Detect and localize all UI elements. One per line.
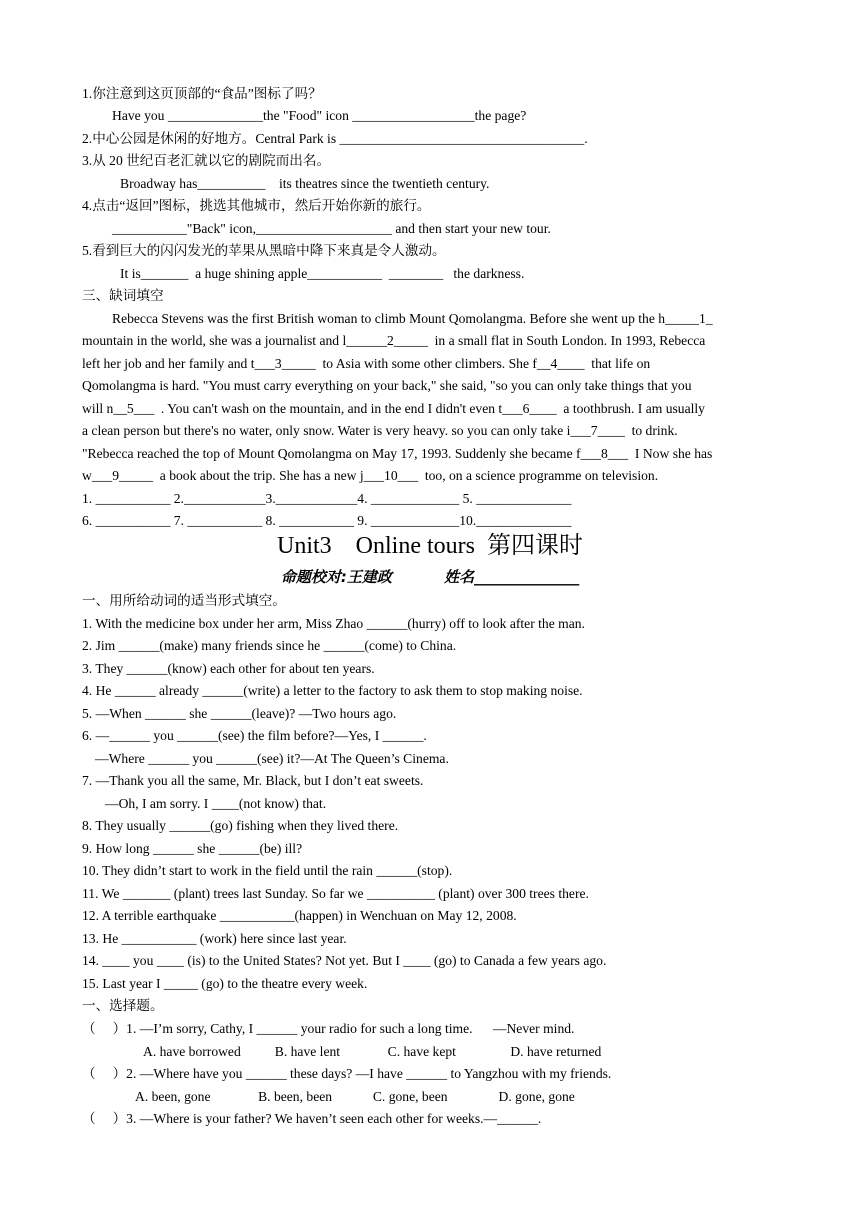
verb-question: —Where ______ you ______(see) it?—At The Queen’s Cinema. [95, 751, 449, 766]
verb-question: 14. ____ you ____ (is) to the United States? Not yet. But I ____ (go) to Canada a few years ago. [82, 953, 607, 968]
verb-question: 15. Last year I _____ (go) to the theatre every week. [82, 976, 368, 991]
choice-heading: 一、选择题。 [82, 998, 164, 1013]
translate-q2: 2.中心公园是休闲的好地方。Central Park is ____________________________________. [82, 131, 588, 146]
translate-q1-cn: 1.你注意到这页顶部的“食品”图标了吗？ [82, 86, 322, 101]
translate-q4-en: ___________"Back" icon,____________________ and then start your new tour. [112, 221, 551, 236]
choice-options-1: A. have borrowed B. have lent C. have kept D. have returned [143, 1044, 602, 1059]
verb-question: 1. With the medicine box under her arm, Miss Zhao ______(hurry) off to look after the man. [82, 616, 585, 631]
verb-question: 10. They didn’t start to work in the field until the rain ______(stop). [82, 863, 453, 878]
cloze-line: a clean person but there's no water, only snow. Water is very heavy. so you can only take i___7____ to drink. [82, 423, 678, 438]
cloze-heading: 三、缺词填空 [82, 288, 164, 303]
cloze-answer-row: 6. ___________ 7. ___________ 8. ___________ 9. _____________10.______________ [82, 513, 572, 528]
verb-question: 6. —______ you ______(see) the film before?—Yes, I ______. [82, 728, 427, 743]
verb-question: 11. We _______ (plant) trees last Sunday. So far we __________ (plant) over 300 trees there. [82, 886, 589, 901]
verb-question: 3. They ______(know) each other for about ten years. [82, 661, 375, 676]
verbs-heading: 一、用所给动词的适当形式填空。 [82, 593, 286, 608]
translate-q4-cn: 4.点击“返回”图标，挑选其他城市，然后开始你新的旅行。 [82, 198, 431, 213]
cloze-line: will n__5___ . You can't wash on the mountain, and in the end I didn't even t___6____ a toothbrush. I am usually [82, 401, 705, 416]
translate-q1-en: Have you ______________the "Food" icon __________________the page? [112, 108, 527, 123]
translate-q3-cn: 3.从 20 世纪百老汇就以它的剧院而出名。 [82, 153, 331, 168]
verb-question: 2. Jim ______(make) many friends since he ______(come) to China. [82, 638, 457, 653]
verb-question: 13. He ___________ (work) here since last year. [82, 931, 347, 946]
translate-q3-en: Broadway has__________ its theatres since the twentieth century. [120, 176, 490, 191]
verb-question: 9. How long ______ she ______(be) ill? [82, 841, 303, 856]
cloze-line: mountain in the world, she was a journalist and l______2_____ in a small flat in South London. In 1993, Rebecca [82, 333, 706, 348]
choice-question-3: （ ）3. —Where is your father? We haven’t seen each other for weeks.—______. [82, 1111, 542, 1126]
unit-subtitle: 命题校对:王建政 姓名______________ [280, 568, 580, 586]
translate-q5-en: It is_______ a huge shining apple___________ ________ the darkness. [120, 266, 525, 281]
verb-question: 7. —Thank you all the same, Mr. Black, but I don’t eat sweets. [82, 773, 424, 788]
cloze-line: w___9_____ a book about the trip. She has a new j___10___ too, on a science programme on television. [82, 468, 659, 483]
unit-title: Unit3 Online tours 第四课时 [277, 533, 583, 559]
verb-question: 8. They usually ______(go) fishing when they lived there. [82, 818, 399, 833]
verb-question: 5. —When ______ she ______(leave)? —Two hours ago. [82, 706, 397, 721]
verb-question: 12. A terrible earthquake ___________(happen) in Wenchuan on May 12, 2008. [82, 908, 517, 923]
choice-question-1: （ ）1. —I’m sorry, Cathy, I ______ your radio for such a long time. —Never mind. [82, 1021, 575, 1036]
choice-question-2: （ ）2. —Where have you ______ these days? —I have ______ to Yangzhou with my friends. [82, 1066, 612, 1081]
verb-question: —Oh, I am sorry. I ____(not know) that. [105, 796, 327, 811]
cloze-line: Qomolangma is hard. "You must carry everything on your back," she said, "so you can only take things that you [82, 378, 692, 393]
verb-question: 4. He ______ already ______(write) a letter to the factory to ask them to stop making noise. [82, 683, 583, 698]
translate-q5-cn: 5.看到巨大的闪闪发光的苹果从黑暗中降下来真是令人激动。 [82, 243, 446, 258]
cloze-line: Rebecca Stevens was the first British woman to climb Mount Qomolangma. Before she went up the h_____1_ [112, 311, 713, 326]
cloze-answer-row: 1. ___________ 2.____________3.____________4. _____________ 5. ______________ [82, 491, 572, 506]
cloze-line: "Rebecca reached the top of Mount Qomolangma on May 17, 1993. Suddenly she became f___8___ I Now she has [82, 446, 713, 461]
choice-options-2: A. been, gone B. been, been C. gone, been D. gone, gone [135, 1089, 575, 1104]
cloze-line: left her job and her family and t___3_____ to Asia with some other climbers. She f__4____ that life on [82, 356, 651, 371]
